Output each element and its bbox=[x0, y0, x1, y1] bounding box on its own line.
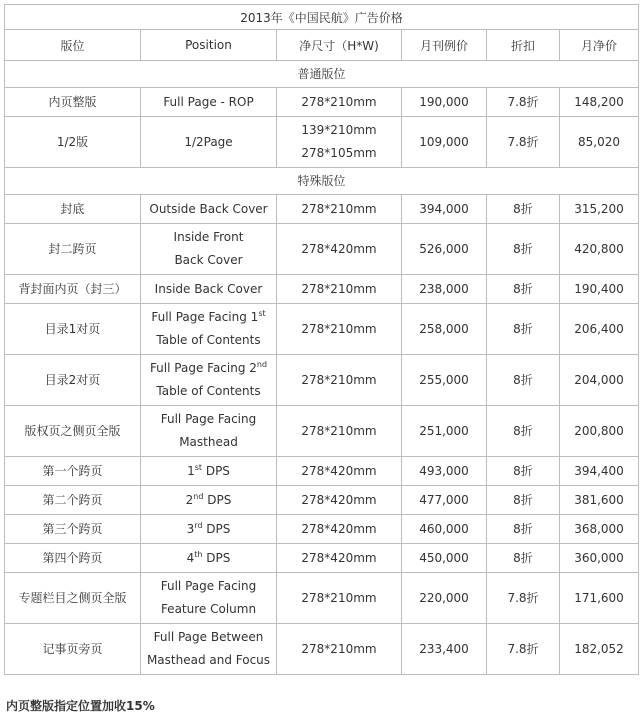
ordinal-suffix: st bbox=[194, 462, 203, 472]
size-line: 278*210mm bbox=[301, 201, 377, 216]
cell-net-price: 204,000 bbox=[560, 355, 639, 406]
cell-discount: 7.8折 bbox=[487, 624, 560, 675]
cell-size bbox=[277, 573, 402, 624]
cell-net-price: 315,200 bbox=[560, 195, 639, 224]
cell-slot: 第二个跨页 bbox=[5, 486, 141, 515]
position-line: Inside Front bbox=[173, 230, 244, 244]
cell-discount: 8折 bbox=[487, 457, 560, 486]
cell-list-price: 394,000 bbox=[402, 195, 487, 224]
cell-size bbox=[277, 544, 402, 573]
cell-net-price: 190,400 bbox=[560, 275, 639, 304]
size-line: 278*420mm bbox=[301, 492, 377, 507]
section-title: 普通版位 bbox=[5, 61, 639, 88]
cell-slot: 封底 bbox=[5, 195, 141, 224]
cell-list-price: 233,400 bbox=[402, 624, 487, 675]
size-line: 278*210mm bbox=[301, 590, 377, 605]
cell-list-price: 526,000 bbox=[402, 224, 487, 275]
cell-slot: 1/2版 bbox=[5, 117, 141, 168]
ordinal-suffix: st bbox=[258, 309, 266, 318]
cell-slot: 记事页旁页 bbox=[5, 624, 141, 675]
size-line: 278*210mm bbox=[301, 321, 377, 336]
ordinal-suffix: rd bbox=[194, 520, 203, 530]
position-line: Masthead and Focus bbox=[146, 653, 271, 667]
position-text: DPS bbox=[202, 463, 230, 478]
position-ordinal: 4 bbox=[186, 550, 195, 565]
cell-discount: 8折 bbox=[487, 304, 560, 355]
cell-size bbox=[277, 355, 402, 406]
position-ordinal: 2 bbox=[185, 492, 194, 507]
position-line: Full Page Facing bbox=[160, 579, 257, 593]
cell-net-price: 381,600 bbox=[560, 486, 639, 515]
table-row bbox=[5, 624, 639, 675]
cell-slot: 第四个跨页 bbox=[5, 544, 141, 573]
cell-size bbox=[277, 117, 402, 168]
position-line: Outside Back Cover bbox=[149, 201, 268, 216]
position-line: Masthead bbox=[179, 435, 238, 449]
table-row bbox=[5, 573, 639, 624]
cell-discount: 8折 bbox=[487, 195, 560, 224]
table-row bbox=[5, 304, 639, 355]
cell-position bbox=[141, 486, 277, 515]
size-line: 278*420mm bbox=[301, 463, 377, 478]
cell-net-price: 420,800 bbox=[560, 224, 639, 275]
table-body bbox=[5, 61, 639, 675]
cell-slot: 第一个跨页 bbox=[5, 457, 141, 486]
size-line: 278*105mm bbox=[301, 146, 377, 160]
cell-position bbox=[141, 515, 277, 544]
cell-list-price: 251,000 bbox=[402, 406, 487, 457]
table-row bbox=[5, 457, 639, 486]
cell-list-price: 220,000 bbox=[402, 573, 487, 624]
cell-net-price: 360,000 bbox=[560, 544, 639, 573]
col-header-discount: 折扣 bbox=[487, 30, 560, 61]
section-row bbox=[5, 168, 639, 195]
table-row bbox=[5, 544, 639, 573]
table-row bbox=[5, 515, 639, 544]
position-line: Full Page Facing 2 bbox=[149, 361, 257, 375]
cell-position bbox=[141, 195, 277, 224]
cell-discount: 7.8折 bbox=[487, 573, 560, 624]
cell-size bbox=[277, 406, 402, 457]
cell-discount: 8折 bbox=[487, 515, 560, 544]
cell-position bbox=[141, 573, 277, 624]
position-ordinal: 1 bbox=[187, 463, 195, 478]
cell-size bbox=[277, 457, 402, 486]
size-line: 278*420mm bbox=[301, 550, 377, 565]
table-title: 2013年《中国民航》广告价格 bbox=[5, 5, 639, 30]
cell-discount: 8折 bbox=[487, 275, 560, 304]
position-line: Back Cover bbox=[174, 253, 243, 267]
table-row bbox=[5, 486, 639, 515]
cell-position bbox=[141, 117, 277, 168]
position-line: Full Page - ROP bbox=[163, 94, 254, 109]
cell-position bbox=[141, 544, 277, 573]
cell-position bbox=[141, 624, 277, 675]
position-text: DPS bbox=[202, 550, 231, 565]
size-line: 278*420mm bbox=[301, 241, 377, 256]
position-line: Full Page Facing bbox=[160, 412, 257, 426]
size-line: 278*210mm bbox=[301, 281, 377, 296]
position-line: 1/2Page bbox=[184, 134, 233, 149]
section-title: 特殊版位 bbox=[5, 168, 639, 195]
position-ordinal: 3 bbox=[186, 521, 195, 536]
cell-discount: 8折 bbox=[487, 224, 560, 275]
position-text: DPS bbox=[203, 492, 232, 507]
cell-net-price: 200,800 bbox=[560, 406, 639, 457]
cell-size bbox=[277, 195, 402, 224]
cell-list-price: 238,000 bbox=[402, 275, 487, 304]
cell-net-price: 85,020 bbox=[560, 117, 639, 168]
position-line: Feature Column bbox=[160, 602, 257, 616]
cell-net-price: 171,600 bbox=[560, 573, 639, 624]
ordinal-suffix: nd bbox=[193, 491, 204, 501]
cell-slot: 目录1对页 bbox=[5, 304, 141, 355]
cell-net-price: 206,400 bbox=[560, 304, 639, 355]
cell-discount: 8折 bbox=[487, 355, 560, 406]
size-line: 278*210mm bbox=[301, 94, 377, 109]
cell-position bbox=[141, 457, 277, 486]
section-row bbox=[5, 61, 639, 88]
cell-discount: 8折 bbox=[487, 544, 560, 573]
ordinal-suffix: nd bbox=[256, 360, 268, 369]
table-row bbox=[5, 224, 639, 275]
position-text: DPS bbox=[202, 521, 231, 536]
footnote: 内页整版指定位置加收15% bbox=[6, 699, 155, 713]
cell-discount: 8折 bbox=[487, 486, 560, 515]
table-row bbox=[5, 88, 639, 117]
cell-net-price: 148,200 bbox=[560, 88, 639, 117]
header-row bbox=[5, 30, 639, 61]
cell-position bbox=[141, 304, 277, 355]
cell-size bbox=[277, 275, 402, 304]
table-row bbox=[5, 195, 639, 224]
cell-discount: 7.8折 bbox=[487, 117, 560, 168]
cell-size bbox=[277, 304, 402, 355]
table-row bbox=[5, 117, 639, 168]
cell-size bbox=[277, 624, 402, 675]
cell-size bbox=[277, 486, 402, 515]
cell-size bbox=[277, 515, 402, 544]
cell-list-price: 450,000 bbox=[402, 544, 487, 573]
position-line: Table of Contents bbox=[156, 384, 261, 398]
cell-list-price: 109,000 bbox=[402, 117, 487, 168]
cell-net-price: 394,400 bbox=[560, 457, 639, 486]
col-header-slot: 版位 bbox=[5, 30, 141, 61]
table-row bbox=[5, 355, 639, 406]
cell-position bbox=[141, 224, 277, 275]
col-header-position: Position bbox=[141, 30, 277, 61]
position-line: Full Page Between bbox=[153, 630, 264, 644]
cell-slot: 专题栏目之侧页全版 bbox=[5, 573, 141, 624]
cell-size bbox=[277, 88, 402, 117]
cell-size bbox=[277, 224, 402, 275]
position-line: Inside Back Cover bbox=[154, 281, 263, 296]
cell-list-price: 477,000 bbox=[402, 486, 487, 515]
size-line: 278*210mm bbox=[301, 372, 377, 387]
table-row bbox=[5, 275, 639, 304]
size-line: 139*210mm bbox=[301, 123, 377, 137]
position-line: Table of Contents bbox=[156, 333, 261, 347]
cell-list-price: 255,000 bbox=[402, 355, 487, 406]
cell-list-price: 258,000 bbox=[402, 304, 487, 355]
cell-list-price: 493,000 bbox=[402, 457, 487, 486]
ordinal-suffix: th bbox=[194, 549, 203, 559]
cell-position bbox=[141, 355, 277, 406]
cell-slot: 版权页之侧页全版 bbox=[5, 406, 141, 457]
col-header-net-price: 月净价 bbox=[560, 30, 639, 61]
size-line: 278*210mm bbox=[301, 423, 377, 438]
cell-discount: 7.8折 bbox=[487, 88, 560, 117]
cell-net-price: 368,000 bbox=[560, 515, 639, 544]
table-row bbox=[5, 406, 639, 457]
ad-rate-table bbox=[4, 4, 639, 675]
cell-net-price: 182,052 bbox=[560, 624, 639, 675]
cell-discount: 8折 bbox=[487, 406, 560, 457]
cell-slot: 第三个跨页 bbox=[5, 515, 141, 544]
position-line: Full Page Facing 1 bbox=[151, 310, 259, 324]
cell-slot: 目录2对页 bbox=[5, 355, 141, 406]
cell-position bbox=[141, 406, 277, 457]
cell-slot: 背封面内页（封三） bbox=[5, 275, 141, 304]
size-line: 278*420mm bbox=[301, 521, 377, 536]
cell-slot: 内页整版 bbox=[5, 88, 141, 117]
cell-slot: 封二跨页 bbox=[5, 224, 141, 275]
col-header-size: 净尺寸（H*W) bbox=[277, 30, 402, 61]
col-header-list-price: 月刊例价 bbox=[402, 30, 487, 61]
cell-position bbox=[141, 88, 277, 117]
cell-list-price: 460,000 bbox=[402, 515, 487, 544]
size-line: 278*210mm bbox=[301, 641, 377, 656]
cell-position bbox=[141, 275, 277, 304]
cell-list-price: 190,000 bbox=[402, 88, 487, 117]
